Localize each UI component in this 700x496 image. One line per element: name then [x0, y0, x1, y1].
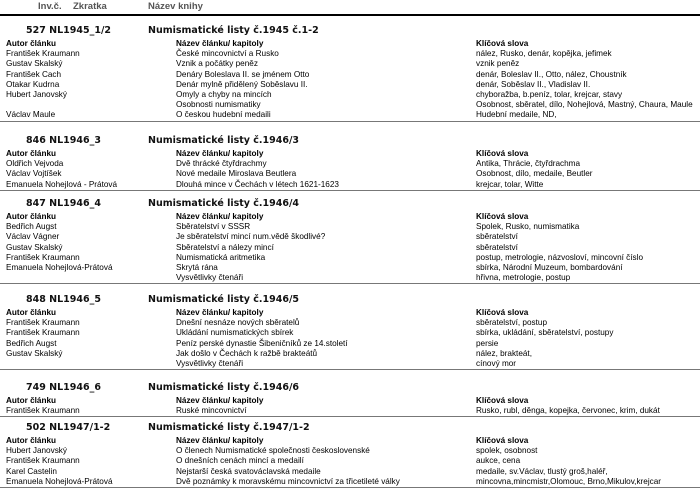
table-row — [0, 100, 700, 110]
col-author-header: Autor článku — [6, 308, 57, 317]
article-title: Peníz perské dynastie Šibeničníků ze 14.století — [176, 338, 348, 348]
col-title-header: Název článku/ kapitoly — [176, 436, 264, 445]
article-title: Denár mylně přidělený Soběslavu II. — [176, 79, 308, 89]
record-block — [0, 420, 700, 488]
article-table — [0, 212, 700, 283]
table-row — [0, 446, 700, 456]
article-title: České mincovnictví a Rusko — [176, 49, 279, 59]
article-title: Denáry Boleslava II. se jménem Otto — [176, 69, 310, 79]
col-author-header: Autor článku — [6, 212, 57, 221]
article-keywords: spolek, osobnost — [476, 446, 538, 456]
article-table-header — [0, 396, 700, 406]
article-title: Vysvětlivky čtenáři — [176, 358, 244, 368]
record-title-row — [0, 196, 700, 212]
article-table — [0, 308, 700, 369]
article-keywords: Hudební medaile, ND, — [476, 110, 557, 120]
table-row — [0, 359, 700, 369]
article-author: Bedřich Augst — [6, 338, 57, 348]
table-row — [0, 49, 700, 59]
record-block — [0, 196, 700, 284]
record-title: Numismatické listy č.1946/6 — [148, 382, 300, 393]
table-row — [0, 243, 700, 253]
table-row — [0, 318, 700, 328]
article-title: Omyly a chyby na mincích — [176, 89, 272, 99]
article-title: O dnešních cenách mincí a medailí — [176, 456, 304, 466]
article-keywords: nález, Rusko, denár, kopějka, jefimek — [476, 49, 612, 59]
table-row — [0, 90, 700, 100]
article-keywords: medaile, sv.Václav, tlustý groš,haléř, — [476, 466, 608, 476]
table-row — [0, 110, 700, 120]
article-table — [0, 39, 700, 121]
article-table-header — [0, 39, 700, 49]
header-zkratka: Zkratka — [73, 1, 107, 12]
table-row — [0, 222, 700, 232]
article-keywords: persie — [476, 338, 499, 348]
article-title: Vysvětlivky čtenáři — [176, 273, 244, 283]
article-keywords: Antika, Thrácie, čtyřdrachma — [476, 159, 581, 169]
article-author: Hubert Janovský — [6, 446, 67, 456]
table-row — [0, 253, 700, 263]
col-title-header: Název článku/ kapitoly — [176, 308, 264, 317]
article-keywords: vznik peněz — [476, 59, 520, 69]
article-title: Osobnosti numismatiky — [176, 100, 261, 110]
col-keywords-header: Klíčová slova — [476, 212, 529, 221]
table-row — [0, 456, 700, 466]
article-keywords: krejcar, tolar, Witte — [476, 179, 544, 189]
article-keywords: Osobnost, sběratel, dílo, Nohejlová, Mastný, Chaura, Maule — [476, 100, 693, 110]
article-author: Václav Vojtíšek — [6, 169, 62, 179]
col-title-header: Název článku/ kapitoly — [176, 39, 264, 48]
article-author: Gustav Skalský — [6, 348, 63, 358]
article-title: O českou hudební medaili — [176, 110, 271, 120]
article-keywords: sběratelství — [476, 242, 518, 252]
table-row — [0, 349, 700, 359]
record-title-row — [0, 133, 700, 149]
table-row — [0, 273, 700, 283]
article-author: Hubert Janovský — [6, 89, 67, 99]
table-row — [0, 477, 700, 487]
article-keywords: hřivna, metrologie, postup — [476, 273, 571, 283]
article-author: Gustav Skalský — [6, 242, 63, 252]
record-title-row — [0, 292, 700, 308]
article-title: Vznik a počátky peněz — [176, 59, 258, 69]
article-table-header — [0, 212, 700, 222]
record-block — [0, 133, 700, 191]
article-title: Dvě poznámky k moravskému mincovnictví za třicetileté války — [176, 476, 400, 486]
article-table-header — [0, 308, 700, 318]
article-table — [0, 436, 700, 487]
article-author: František Kraumann — [6, 406, 80, 416]
article-author: František Cach — [6, 69, 62, 79]
table-row — [0, 339, 700, 349]
record-title: Numismatické listy č.1947/1-2 — [148, 422, 310, 433]
col-keywords-header: Klíčová slova — [476, 39, 529, 48]
article-keywords: sběratelství, postup — [476, 318, 547, 328]
article-title: Ukládání numismatických sbírek — [176, 328, 294, 338]
article-table-header — [0, 149, 700, 159]
article-author: Emanuela Nohejlová-Prátová — [6, 476, 113, 486]
article-author: Bedřich Augst — [6, 222, 57, 232]
table-row — [0, 159, 700, 169]
record-block — [0, 23, 700, 122]
record-block — [0, 380, 700, 417]
article-table — [0, 149, 700, 190]
record-inv-code: 847 NL1946_4 — [26, 198, 101, 209]
table-row — [0, 328, 700, 338]
col-title-header: Název článku/ kapitoly — [176, 396, 264, 405]
article-keywords: postup, metrologie, názvosloví, mincovní číslo — [476, 252, 644, 262]
record-title-row — [0, 380, 700, 396]
record-title-row — [0, 420, 700, 436]
article-keywords: aukce, cena — [476, 456, 521, 466]
article-title: Dlouhá mince v Čechách v létech 1621-1623 — [176, 179, 339, 189]
article-keywords: denár, Boleslav II., Otto, nález, Choustník — [476, 69, 627, 79]
col-keywords-header: Klíčová slova — [476, 396, 529, 405]
article-author: Gustav Skalský — [6, 59, 63, 69]
article-keywords: sběratelství — [476, 232, 518, 242]
table-row — [0, 263, 700, 273]
col-author-header: Autor článku — [6, 436, 57, 445]
article-author: Emanuela Nohejlová - Prátová — [6, 179, 118, 189]
article-author: Karel Castelin — [6, 466, 57, 476]
article-keywords: nález, brakteát, — [476, 348, 532, 358]
record-title-row — [0, 23, 700, 39]
col-title-header: Název článku/ kapitoly — [176, 149, 264, 158]
col-keywords-header: Klíčová slova — [476, 149, 529, 158]
article-author: František Kraumann — [6, 456, 80, 466]
record-title: Numismatické listy č.1946/5 — [148, 294, 300, 305]
article-author: František Kraumann — [6, 318, 80, 328]
record-title: Numismatické listy č.1946/4 — [148, 198, 300, 209]
table-row — [0, 59, 700, 69]
article-keywords: Rusko, rubl, děnga, kopejka, červonec, krim, dukát — [476, 406, 660, 416]
article-title: Skrytá rána — [176, 262, 218, 272]
article-title: Sběratelství a nálezy mincí — [176, 242, 274, 252]
article-title: O členech Numismatické společnosti československé — [176, 446, 370, 456]
article-keywords: denár, Soběslav II., Vladislav II. — [476, 79, 591, 89]
table-row — [0, 80, 700, 90]
col-keywords-header: Klíčová slova — [476, 436, 529, 445]
col-author-header: Autor článku — [6, 149, 57, 158]
article-keywords: cínový mor — [476, 358, 517, 368]
article-author: Václav Maule — [6, 110, 56, 120]
article-author: Oldřich Vejvoda — [6, 159, 64, 169]
header-inv: Inv.č. — [38, 1, 62, 12]
article-title: Jak došlo v Čechách k ražbě brakteátů — [176, 348, 318, 358]
header-nazev: Název knihy — [148, 1, 203, 12]
col-author-header: Autor článku — [6, 396, 57, 405]
record-inv-code: 527 NL1945_1/2 — [26, 25, 112, 36]
col-title-header: Název článku/ kapitoly — [176, 212, 264, 221]
table-row — [0, 180, 700, 190]
col-keywords-header: Klíčová slova — [476, 308, 529, 317]
article-author: František Kraumann — [6, 49, 80, 59]
record-inv-code: 502 NL1947/1-2 — [26, 422, 111, 433]
article-keywords: Spolek, Rusko, numismatika — [476, 222, 580, 232]
article-table — [0, 396, 700, 416]
record-title: Numismatické listy č.1946/3 — [148, 135, 300, 146]
article-title: Sběratelství v SSSR — [176, 222, 251, 232]
article-title: Dnešní nesnáze nových sběratelů — [176, 318, 300, 328]
record-inv-code: 846 NL1946_3 — [26, 135, 101, 146]
article-title: Je sběratelství mincí num.vědě škodlivé? — [176, 232, 326, 242]
article-title: Ruské mincovnictví — [176, 406, 247, 416]
table-row — [0, 169, 700, 179]
article-author: František Kraumann — [6, 328, 80, 338]
record-title: Numismatické listy č.1945 č.1-2 — [148, 25, 319, 36]
record-block — [0, 292, 700, 370]
record-inv-code: 848 NL1946_5 — [26, 294, 101, 305]
article-keywords: mincovna,mincmistr,Olomouc, Brno,Mikulov,krejcar — [476, 476, 662, 486]
record-inv-code: 749 NL1946_6 — [26, 382, 101, 393]
article-title: Nejstarší česká svatováclavská medaile — [176, 466, 321, 476]
col-author-header: Autor článku — [6, 39, 57, 48]
article-keywords: sbírka, Národní Muzeum, bombardování — [476, 262, 623, 272]
article-title: Numismatická aritmetika — [176, 252, 266, 262]
article-table-header — [0, 436, 700, 446]
table-row — [0, 70, 700, 80]
article-title: Nové medaile Miroslava Beutlera — [176, 169, 297, 179]
article-keywords: Osobnost, dílo, medaile, Beutler — [476, 169, 593, 179]
table-row — [0, 467, 700, 477]
table-row — [0, 232, 700, 242]
table-header — [0, 0, 700, 16]
article-keywords: chyboražba, b.peníz, tolar, krejcar, stavy — [476, 89, 623, 99]
article-author: Václav Vágner — [6, 232, 60, 242]
article-author: František Kraumann — [6, 252, 80, 262]
article-author: Emanuela Nohejlová-Prátová — [6, 262, 113, 272]
article-keywords: sbírka, ukládání, sběratelství, postupy — [476, 328, 614, 338]
article-title: Dvě thrácké čtyřdrachmy — [176, 159, 267, 169]
table-row — [0, 406, 700, 416]
article-author: Otakar Kudrna — [6, 79, 60, 89]
